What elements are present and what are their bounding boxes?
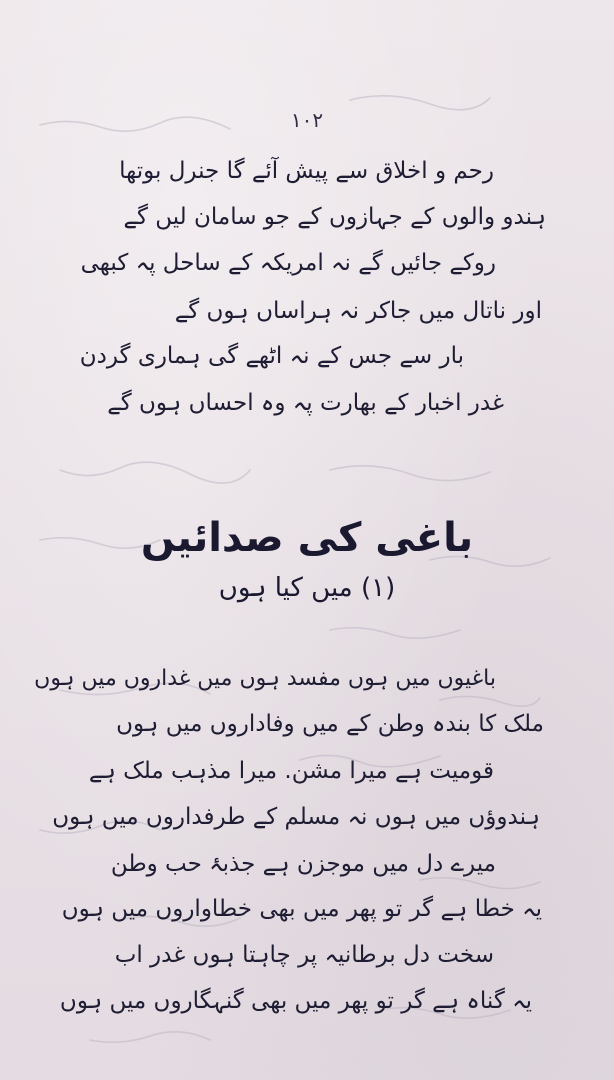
verse-line: ہندو والوں کے جہازوں کے جو سامان لیں گے <box>123 204 546 230</box>
verse-line: غدر اخبار کے بھارت پہ وہ احساں ہوں گے <box>107 390 504 416</box>
verse-line: بار سے جس کے نہ اٹھے گی ہماری گردن <box>79 343 464 369</box>
verse-line: قومیت ہے میرا مشن. میرا مذہب ملک ہے <box>88 758 494 784</box>
verse-line: سخت دل برطانیہ پر چاہتا ہوں غدر اب <box>114 942 494 968</box>
verse-line: باغیوں میں ہوں مفسد ہوں میں غداروں میں ہوں <box>34 666 496 691</box>
verse-line: یہ خطا ہے گر تو پھر میں بھی خطاواروں میں ہوں <box>61 896 542 922</box>
page-number: ۱۰۲ <box>290 108 324 132</box>
verse-line: میرے دل میں موجزن ہے جذبۂ حب وطن <box>110 851 496 877</box>
verse-line: ملک کا بندہ وطن کے میں وفاداروں میں ہوں <box>116 711 544 737</box>
section-subtitle: (۱) میں کیا ہوں <box>218 573 396 603</box>
verse-line: ہندوؤں میں ہوں نہ مسلم کے طرفداروں میں ہوں <box>52 804 540 830</box>
section-title: باغی کی صدائیں <box>140 515 474 561</box>
verse-line: اور ناتال میں جاکر نہ ہراساں ہوں گے <box>174 298 542 324</box>
verse-line: رحم و اخلاق سے پیش آئے گا جنرل بوتھا <box>119 158 494 184</box>
verse-line: روکے جائیں گے نہ امریکہ کے ساحل پہ کبھی <box>80 250 496 276</box>
verse-line: یہ گناہ ہے گر تو پھر میں بھی گنہگاروں میں ہوں <box>59 988 532 1014</box>
